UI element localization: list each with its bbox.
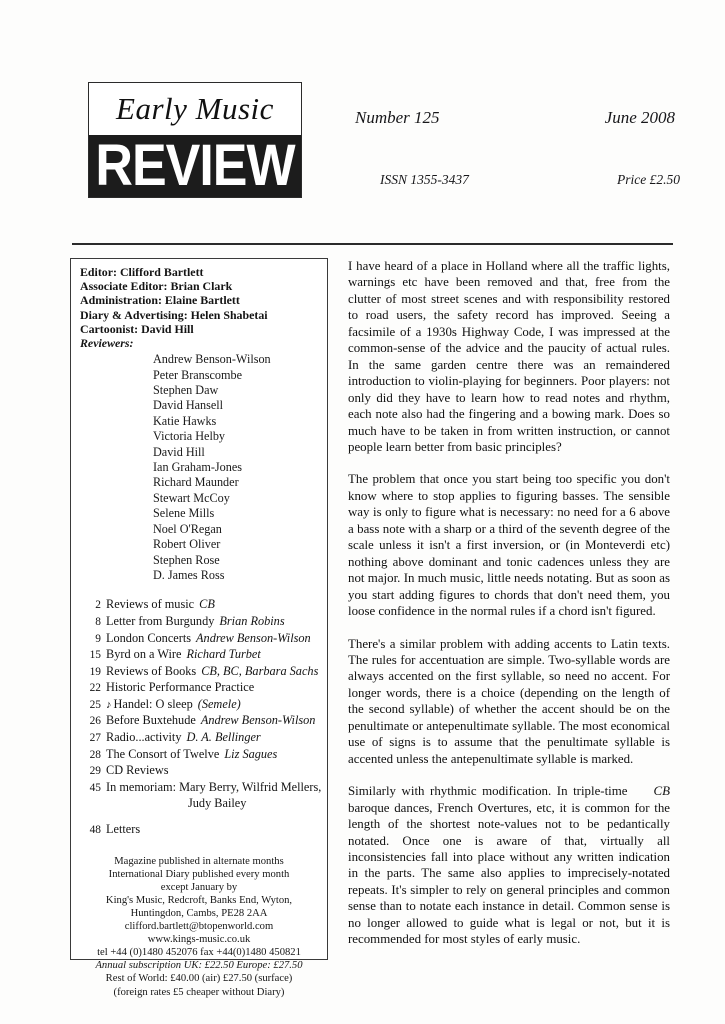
contents-entry[interactable] bbox=[80, 647, 318, 664]
issue-number: Number 125 bbox=[355, 108, 440, 127]
reviewer-name: Peter Branscombe bbox=[153, 367, 243, 382]
contact-phone-fax: tel +44 (0)1480 452076 fax +44(0)1480 450821 bbox=[97, 947, 301, 959]
reviewer-list bbox=[80, 352, 318, 583]
contents-entry[interactable] bbox=[80, 631, 318, 648]
reviewer-name: Stephen Daw bbox=[153, 383, 219, 398]
contents-entry[interactable] bbox=[80, 664, 318, 681]
reviewer-name: D. James Ross bbox=[153, 567, 225, 582]
contents-title: London Concerts bbox=[106, 630, 192, 645]
header-divider bbox=[72, 243, 673, 245]
editorial-paragraph: The problem that once you start being too specific you don't know where to stop applies to figuring basses. The sensible way is only to figure what is necessary: no need for a 6 above a bass note with a sharp or a third of the seventh degree of the scale unless it isn't a first inversion, or (in Monteverdi etc) nothing above dominant and tonic cadences unless they are not major. In much music, little needs notating. But as soon as you start adding figures to chords that don't need them, you loose confidence in the normal rules if a chord isn't figured. bbox=[348, 472, 670, 619]
staff-diary-advertising: Diary & Advertising: Helen Shabetai bbox=[80, 307, 268, 322]
subscription-rest-of-world: Rest of World: £40.00 (air) £27.50 (surface) bbox=[105, 973, 293, 985]
contents-entry[interactable] bbox=[80, 730, 318, 747]
reviewer-name: Richard Maunder bbox=[153, 475, 239, 490]
contents-title: Historic Performance Practice bbox=[106, 680, 255, 695]
reviewer-name: David Hill bbox=[153, 444, 205, 459]
contents-entry[interactable] bbox=[80, 779, 322, 797]
reviewers-label: Reviewers: bbox=[80, 336, 134, 351]
staff-administration: Administration: Elaine Bartlett bbox=[80, 293, 240, 308]
staff-list bbox=[80, 265, 318, 350]
publisher-address: King's Music, Redcroft, Banks End, Wyton, bbox=[105, 894, 293, 906]
contents-entry[interactable] bbox=[80, 763, 318, 780]
editorial-signoff: CB bbox=[653, 784, 670, 799]
contact-website[interactable]: www.kings-music.co.uk bbox=[147, 934, 251, 946]
reviewer-name: Katie Hawks bbox=[153, 413, 217, 428]
reviewer-name: Ian Graham-Jones bbox=[153, 460, 243, 475]
editorial-paragraph: There's a similar problem with adding accents to Latin texts. The rules for accentuation are simple. Two-syllable words are always accented on the first syllable, so need no accent. For longer words, there is a choice (depending on the length of the second syllable) of whether the accent should be on the penultimate or antepenultimate syllable. The most economical use of signs is to assume that the penultimate syllable is accented unless the antepenultimate syllable is marked. bbox=[348, 636, 670, 766]
contents-title: Letter from Burgundy bbox=[106, 613, 215, 628]
reviewer-name: Selene Mills bbox=[153, 506, 215, 521]
contents-author: Andrew Benson-Wilson bbox=[196, 630, 311, 645]
contents-page-number: 27 bbox=[89, 732, 101, 745]
reviewer-name: Stephen Rose bbox=[153, 552, 220, 567]
contents-page-number: 28 bbox=[89, 748, 101, 761]
staff-editor: Editor: Clifford Bartlett bbox=[80, 265, 204, 279]
reviewer-name: Robert Oliver bbox=[153, 537, 221, 552]
contents-entry[interactable] bbox=[80, 597, 318, 614]
contents-page-number: 48 bbox=[89, 824, 101, 837]
logo-title-band bbox=[89, 83, 301, 135]
contents-author: Andrew Benson-Wilson bbox=[200, 713, 316, 728]
contents-title: Byrd on a Wire bbox=[106, 647, 182, 662]
contents-page-number: 45 bbox=[89, 781, 101, 794]
issue-line-secondary bbox=[380, 172, 680, 188]
contents-title: CD Reviews bbox=[106, 763, 169, 778]
contents-page-number: 15 bbox=[89, 649, 101, 662]
contents-author: Brian Robins bbox=[219, 613, 285, 628]
reviewer-name: Stewart McCoy bbox=[153, 490, 230, 505]
contents-author: Richard Turbet bbox=[186, 647, 261, 662]
editorial-paragraph: I have heard of a place in Holland where all the traffic lights, warnings etc have been removed and that, free from the clutter of most street scenes and with responsibility restored to road users, the safety record has improved. Seeing a facsimile of a 1930s Highway Code, I was impressed at the common-sense of the advice and the paucity of actual rules. In the same garden centre there was an remaindered introduction to violin-playing for beginners. Poor players: not only did they have to learn how to read notes and rhythm, each note also had the fingering and a bowing mark. Does so much have to be taken in from written instruction, or cannot people learn better from basic principles? bbox=[348, 259, 670, 454]
contents-title: Radio...activity bbox=[106, 730, 182, 745]
imprint-line: except January by bbox=[160, 881, 238, 893]
imprint-block bbox=[80, 855, 318, 999]
contents-title: Letters bbox=[106, 822, 141, 837]
contents-entry[interactable] bbox=[80, 697, 318, 714]
eighth-note-icon: ♪ bbox=[106, 698, 112, 711]
contents-title-continuation: Judy Bailey bbox=[188, 796, 247, 811]
contents-title: Handel: O sleep bbox=[113, 696, 193, 711]
contents-page-number: 29 bbox=[89, 765, 101, 778]
contents-page-number: 2 bbox=[95, 599, 101, 612]
contents-entry[interactable] bbox=[80, 614, 318, 631]
contents-page-number: 19 bbox=[89, 665, 101, 678]
editorial-column bbox=[348, 258, 670, 948]
contents-author: CB bbox=[199, 597, 215, 612]
publisher-address: Huntingdon, Cambs, PE28 2AA bbox=[130, 908, 268, 919]
subscription-footnote: (foreign rates £5 cheaper without Diary) bbox=[113, 986, 285, 998]
contents-page-number: 9 bbox=[95, 632, 101, 645]
contents-title: The Consort of Twelve bbox=[106, 746, 220, 761]
imprint-line: Magazine published in alternate months bbox=[114, 855, 284, 867]
contents-page-number: 22 bbox=[89, 682, 101, 695]
reviewer-name: Noel O'Regan bbox=[153, 521, 222, 536]
logo-subtitle: REVIEW bbox=[95, 135, 295, 197]
staff-associate-editor: Associate Editor: Brian Clark bbox=[80, 279, 233, 294]
contents-title: Reviews of music bbox=[106, 597, 195, 612]
price: Price £2.50 bbox=[617, 172, 680, 187]
contents-title: Reviews of Books bbox=[106, 663, 197, 678]
table-of-contents bbox=[80, 597, 322, 838]
masthead-info-box bbox=[70, 258, 328, 998]
logo-title: Early Music bbox=[116, 91, 274, 126]
issue-line bbox=[355, 108, 675, 128]
contents-author: Liz Sagues bbox=[224, 746, 278, 761]
logo-subtitle-band bbox=[89, 135, 301, 197]
imprint-line: International Diary published every month bbox=[108, 868, 290, 880]
contents-page-number: 8 bbox=[95, 615, 101, 628]
contents-author: D. A. Bellinger bbox=[186, 730, 261, 745]
reviewer-name: Andrew Benson-Wilson bbox=[153, 352, 271, 367]
contents-author: CB, BC, Barbara Sachs bbox=[201, 663, 319, 678]
contact-email[interactable]: clifford.bartlett@btopenworld.com bbox=[124, 921, 274, 933]
contents-entry[interactable] bbox=[80, 822, 318, 839]
contents-entry[interactable] bbox=[80, 680, 318, 697]
issn: ISSN 1355-3437 bbox=[380, 172, 469, 187]
subscription-label: Annual subscription bbox=[95, 960, 182, 972]
magazine-logo bbox=[88, 82, 302, 198]
contents-entry[interactable] bbox=[80, 713, 318, 730]
masthead bbox=[0, 72, 725, 212]
subscription-rates bbox=[80, 959, 318, 972]
contents-title: Before Buxtehude bbox=[106, 713, 196, 728]
editorial-paragraph-text: Similarly with rhythmic modification. In triple-time baroque dances, French Overtures, etc, it is common for the length of the shortest note-values not to be pedantically notated. Once one is aware of that, virtually all inconsistencies fall into place without any written indication in the parts. The same also applies to imprecisely-notated repeats. It's simpler to rely on general principles and common sense than to notate each instance in detail. Common sense is no longer allowed to guide what is legal or not, but it is recommended for most styles of early music. bbox=[348, 784, 670, 947]
contents-author: (Semele) bbox=[197, 696, 241, 711]
staff-cartoonist: Cartoonist: David Hill bbox=[80, 321, 194, 336]
subscription-uk-europe: UK: £22.50 Europe: £27.50 bbox=[183, 960, 303, 972]
contents-title: In memoriam: Mary Berry, Wilfrid Mellers, bbox=[106, 779, 322, 794]
contents-page-number: 25 bbox=[89, 698, 101, 711]
editorial-paragraph-final bbox=[348, 783, 670, 948]
contents-entry[interactable] bbox=[80, 747, 318, 764]
issue-date: June 2008 bbox=[604, 108, 675, 127]
reviewer-name: David Hansell bbox=[153, 398, 224, 413]
reviewer-name: Victoria Helby bbox=[153, 429, 226, 444]
contents-page-number: 26 bbox=[89, 715, 101, 728]
